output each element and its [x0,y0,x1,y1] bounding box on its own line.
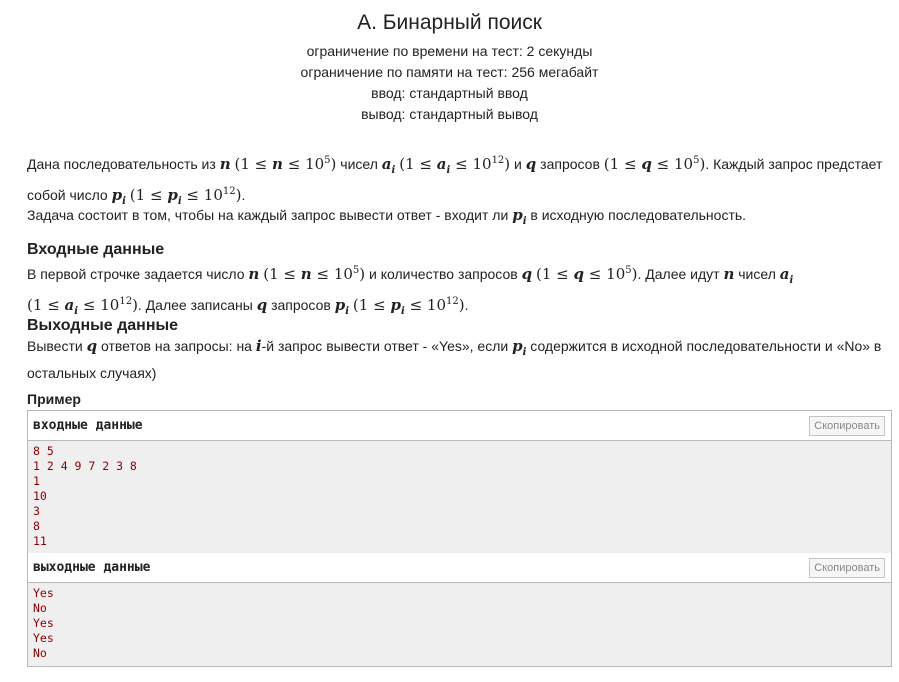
time-limit: ограничение по времени на тест: 2 секунды [306,43,593,59]
output-line: Yes [33,616,54,630]
input-spec: ввод: стандартный ввод [371,85,528,101]
math-range-q: $(1 \le q \le 10^5)$ [603,155,706,173]
input-line: 10 [33,489,47,503]
example-input-box [27,410,892,556]
input-line: 8 5 [33,444,54,458]
memory-limit: ограничение по памяти на тест: 256 мегабайт [300,64,599,80]
output-spec: вывод: стандартный вывод [361,106,538,122]
output-section-text: Вывести q ответов на запросы: на i-й запрос вывести ответ - «Yes», если $p_i$ содержится в исходной последовательности и «No» в остальных случаях) [27,337,882,381]
input-line: 1 [33,474,40,488]
example-output-content [28,583,891,666]
output-section-title: Выходные данные [27,317,179,334]
input-section-text: В первой строчке задается число n $(1 \le n \le 10^5)$ и количество запросов q $(1 \le q \le 10^5)$. Далее идут n чисел $a_i$ $(1 \le a_i \le 10^{12})$. Далее записаны q запросов $p_i$ $(1 \le p_i \le 10^{12})$. [27,265,794,317]
math-range-n: $(1 \le n \le 10^5)$ [234,155,337,173]
input-line: 3 [33,504,40,518]
problem-title: A. Бинарный поиск [357,11,542,34]
example-input-label: входные данные [33,418,143,433]
input-line: 1 2 4 9 7 2 3 8 [33,459,137,473]
task-paragraph: Задача состоит в том, чтобы на каждый запрос вывести ответ - входит ли $p_i$ в исходную последовательность. [27,206,747,227]
input-line: 8 [33,519,40,533]
example-output-header [28,553,891,583]
statement-paragraph: Дана последовательность из n $(1 \le n \le 10^5)$ чисел $a_i$ $(1 \le a_i \le 10^{12})$ и q запросов $(1 \le q \le 10^5)$. Каждый запрос предстает собой число $p_i$ $(1 \le p_i \le 10^{12})$. [27,155,883,207]
example-input-content [28,441,891,555]
example-output-label: выходные данные [33,560,151,575]
input-line: 11 [33,534,47,548]
math-range-a: $(1 \le a_i \le 10^{12})$ [399,155,511,176]
copy-input-button[interactable]: Скопировать [809,416,885,436]
example-output-box [27,553,892,667]
input-section-title: Входные данные [27,241,165,258]
copy-output-button[interactable]: Скопировать [809,558,885,578]
output-line: No [33,646,47,660]
problem-limits [0,41,899,125]
output-line: Yes [33,631,54,645]
output-line: No [33,601,47,615]
example-input-header [28,411,891,441]
math-range-p: $(1 \le p_i \le 10^{12})$ [129,186,242,207]
example-title: Пример [27,391,81,407]
output-line: Yes [33,586,54,600]
problem-header [0,10,899,125]
